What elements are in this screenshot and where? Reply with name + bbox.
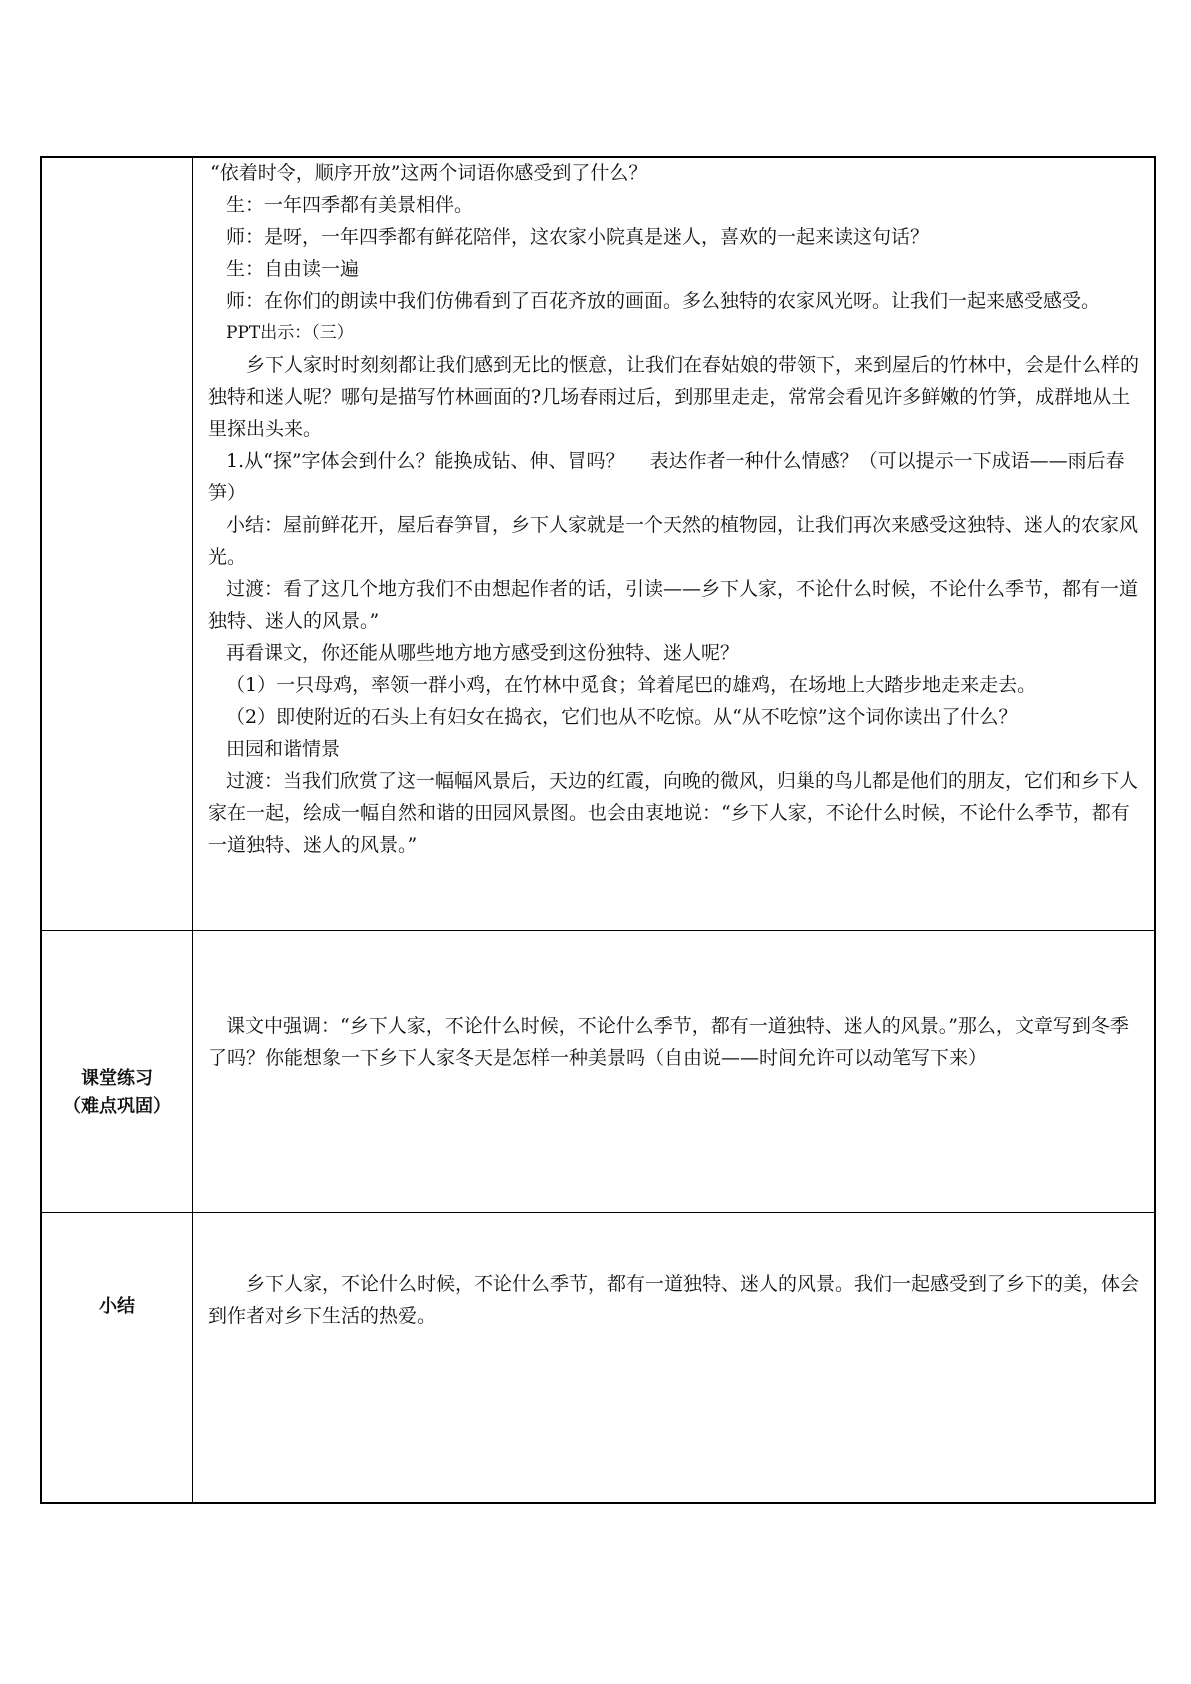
paragraph: （1）一只母鸡，率领一群小鸡，在竹林中觅食；耸着尾巴的雄鸡，在场地上大踏步地走来走去。 <box>226 674 1037 696</box>
paragraph: 小结：屋前鲜花开，屋后春笋冒，乡下人家就是一个天然的植物园，让我们再次来感受这独特、迷人的农家风光。 <box>208 514 1139 568</box>
paragraph: “依着时令，顺序开放”这两个词语你感受到了什么？ <box>210 162 648 184</box>
paragraph: 乡下人家，不论什么时候，不论什么季节，都有一道独特、迷人的风景。我们一起感受到了乡下的美，体会到作者对乡下生活的热爱。 <box>208 1273 1140 1327</box>
practice-label <box>42 1065 192 1121</box>
row-divider-1 <box>42 930 1154 931</box>
paragraph: 师：在你们的朗读中我们仿佛看到了百花齐放的画面。多么独特的农家风光呀。让我们一起来感受感受。 <box>226 290 1101 312</box>
practice-cell <box>194 1010 1146 1074</box>
paragraph: 过渡：当我们欣赏了这一幅幅风景后，天边的红霞，向晚的微风，归巢的鸟儿都是他们的朋友，它们和乡下人家在一起，绘成一幅自然和谐的田园风景图。也会由衷地说：“乡下人家，不论什么时候，不论什么季节，都有一道独特、迷人的风景。” <box>208 770 1139 856</box>
teaching-process-cell <box>194 157 1146 861</box>
paragraph: 乡下人家时时刻刻都让我们感到无比的惬意，让我们在春姑娘的带领下，来到屋后的竹林中，会是什么样的独特和迷人呢？哪句是描写竹林画面的?几场春雨过后，到那里走走，常常会看见许多鲜嫩的竹笋，成群地从土里探出头来。 <box>208 354 1140 440</box>
paragraph: 过渡：看了这几个地方我们不由想起作者的话，引读——乡下人家，不论什么时候，不论什么季节，都有一道独特、迷人的风景。” <box>208 578 1139 632</box>
summary-label <box>42 1293 192 1321</box>
summary-cell <box>194 1268 1146 1332</box>
paragraph: 师：是呀，一年四季都有鲜花陪伴，这农家小院真是迷人，喜欢的一起来读这句话？ <box>226 226 930 248</box>
label-line: （难点巩固） <box>63 1096 171 1117</box>
paragraph: 田园和谐情景 <box>226 738 341 760</box>
paragraph: 课文中强调：“乡下人家，不论什么时候，不论什么季节，都有一道独特、迷人的风景。”那么，文章写到冬季了吗？你能想象一下乡下人家冬天是怎样一种美景吗（自由说——时间允许可以动笔写下来） <box>208 1015 1129 1069</box>
paragraph: 1.从“探”字体会到什么？能换成钻、伸、冒吗？ 表达作者一种什么情感？（可以提示一下成语——雨后春笋） <box>208 450 1125 504</box>
label-line: 课堂练习 <box>81 1068 153 1089</box>
column-divider <box>192 158 193 1502</box>
paragraph: （2）即使附近的石头上有妇女在捣衣，它们也从不吃惊。从“从不吃惊”这个词你读出了什么？ <box>226 706 1018 728</box>
row-divider-2 <box>42 1212 1154 1213</box>
paragraph: 生：一年四季都有美景相伴。 <box>226 194 474 216</box>
paragraph: PPT出示：（三） <box>226 323 354 343</box>
paragraph: 生：自由读一遍 <box>226 258 360 280</box>
label-line: 小结 <box>99 1296 135 1317</box>
paragraph: 再看课文，你还能从哪些地方地方感受到这份独特、迷人呢？ <box>226 642 740 664</box>
lesson-plan-table <box>40 156 1156 1504</box>
